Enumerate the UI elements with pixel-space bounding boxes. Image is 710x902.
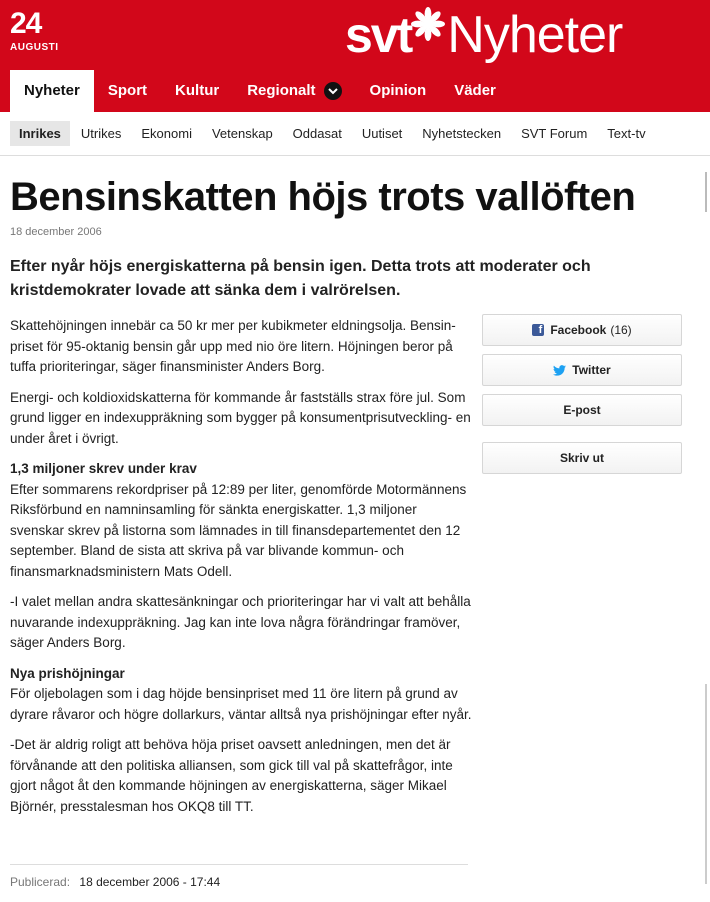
article-subheading: Nya prishöjningar — [10, 665, 125, 681]
main-nav-regionalt-label: Regionalt — [247, 82, 316, 99]
sub-nav-inrikes[interactable]: Inrikes — [10, 121, 70, 146]
sub-nav-svt-forum[interactable]: SVT Forum — [521, 126, 588, 141]
article-paragraph: -Det är aldrig roligt att behöva höja priset oavsett anledningen, men det är förvånande att den politiska alliansen, som gick till val på skattefrågor, inte gjort något åt den kommande höjningen av energiskatterna, säger Mikael Björnér, presstalesman hos OKQ8 till TT. — [10, 737, 453, 814]
facebook-count: (16) — [610, 323, 632, 337]
published-label: Publicerad: — [10, 875, 71, 889]
article-section — [10, 664, 472, 726]
main-nav-opinion[interactable]: Opinion — [369, 82, 427, 99]
site-header — [0, 0, 710, 70]
main-nav-regionalt[interactable] — [233, 70, 355, 112]
main-nav-kultur[interactable]: Kultur — [175, 82, 220, 99]
published-value: 18 december 2006 - 17:44 — [79, 875, 221, 889]
article-title: Bensinskatten höjs trots vallöften — [10, 175, 636, 219]
main-nav — [0, 70, 710, 112]
sub-nav-text-tv[interactable]: Text-tv — [607, 126, 646, 141]
divider — [10, 864, 468, 865]
sub-nav-oddasat[interactable]: Oddasat — [292, 126, 342, 141]
logo-svt-text: svt — [345, 7, 412, 63]
article-paragraph: Energi- och koldioxidskatterna för kommande år fastställs strax före jul. Som grund ligger en indexuppräkning som bygger på konsumentprisutveckling- en under året i övrigt. — [10, 389, 471, 446]
main-nav-nyheter[interactable]: Nyheter — [10, 70, 94, 112]
star-logo-icon — [411, 7, 445, 41]
facebook-icon: f — [532, 324, 544, 336]
logo-nyheter-text: Nyheter — [447, 6, 623, 64]
twitter-share-button[interactable] — [482, 354, 682, 386]
date-day: 24 — [10, 7, 42, 40]
facebook-share-button[interactable] — [482, 314, 682, 346]
svt-nyheter-logo[interactable] — [345, 0, 622, 70]
sub-nav-uutiset[interactable]: Uutiset — [361, 126, 403, 141]
article-section — [10, 459, 472, 582]
email-share-button[interactable] — [482, 394, 682, 426]
article-paragraph: Skattehöjningen innebär ca 50 kr mer per kubikmeter eldningsolja. Bensin- priset för 95-oktanig bensin går upp med nio öre litern. Höjningen beror på tuffa prioriteringar, säger finansminister Anders Borg. — [10, 318, 456, 374]
chevron-down-icon[interactable] — [324, 82, 342, 100]
article-lead: Efter nyår höjs energiskatterna på bensin igen. Detta trots att moderater och kristdemokrater lovade att sänka dem i valrörelsen. — [10, 258, 591, 299]
sub-nav — [0, 112, 710, 156]
scrollbar-hint-top — [705, 172, 707, 212]
twitter-label: Twitter — [572, 363, 611, 377]
article-subheading: 1,3 miljoner skrev under krav — [10, 461, 197, 476]
twitter-icon — [553, 365, 566, 376]
article-paragraph: -I valet mellan andra skattesänkningar och prioriteringar har vi valt att behålla nuvarande indexuppräkning. Jag kan inte lova några förändringar framöver, säger Anders Borg. — [10, 594, 471, 650]
sub-nav-nyhetstecken[interactable]: Nyhetstecken — [422, 126, 502, 141]
email-label: E-post — [563, 403, 601, 417]
published-info — [10, 875, 220, 889]
main-nav-vader[interactable]: Väder — [454, 82, 496, 99]
print-label: Skriv ut — [559, 451, 604, 465]
sub-nav-utrikes[interactable]: Utrikes — [80, 126, 122, 141]
article-paragraph: För oljebolagen som i dag höjde bensinpriset med 11 öre litern på grund av dyrare råvaror och högre dollarkurs, väntar alltså nya prishöjningar efter nyår. — [10, 686, 472, 722]
scrollbar-hint-bottom — [705, 684, 707, 884]
date-month: AUGUSTI — [10, 42, 59, 53]
header-date — [10, 8, 59, 53]
print-button[interactable] — [482, 442, 682, 474]
main-nav-sport[interactable]: Sport — [107, 82, 148, 99]
article-date: 18 december 2006 — [10, 226, 102, 238]
facebook-label: Facebook — [550, 323, 607, 337]
sub-nav-ekonomi[interactable]: Ekonomi — [141, 126, 192, 141]
article-body — [10, 316, 472, 827]
sub-nav-vetenskap[interactable]: Vetenskap — [211, 126, 273, 141]
article-paragraph: Efter sommarens rekordpriser på 12:89 per liter, genomförde Motormännens Riksförbund en namninsamling för sänkta energiskatter. 1,3 miljoner svenskar skrev på listorna som lämnades in till finansdepartementet den 12 september. Bland de sista att skriva på var blivande kommun- och finansmarknadsministern Mats Odell. — [10, 481, 467, 579]
